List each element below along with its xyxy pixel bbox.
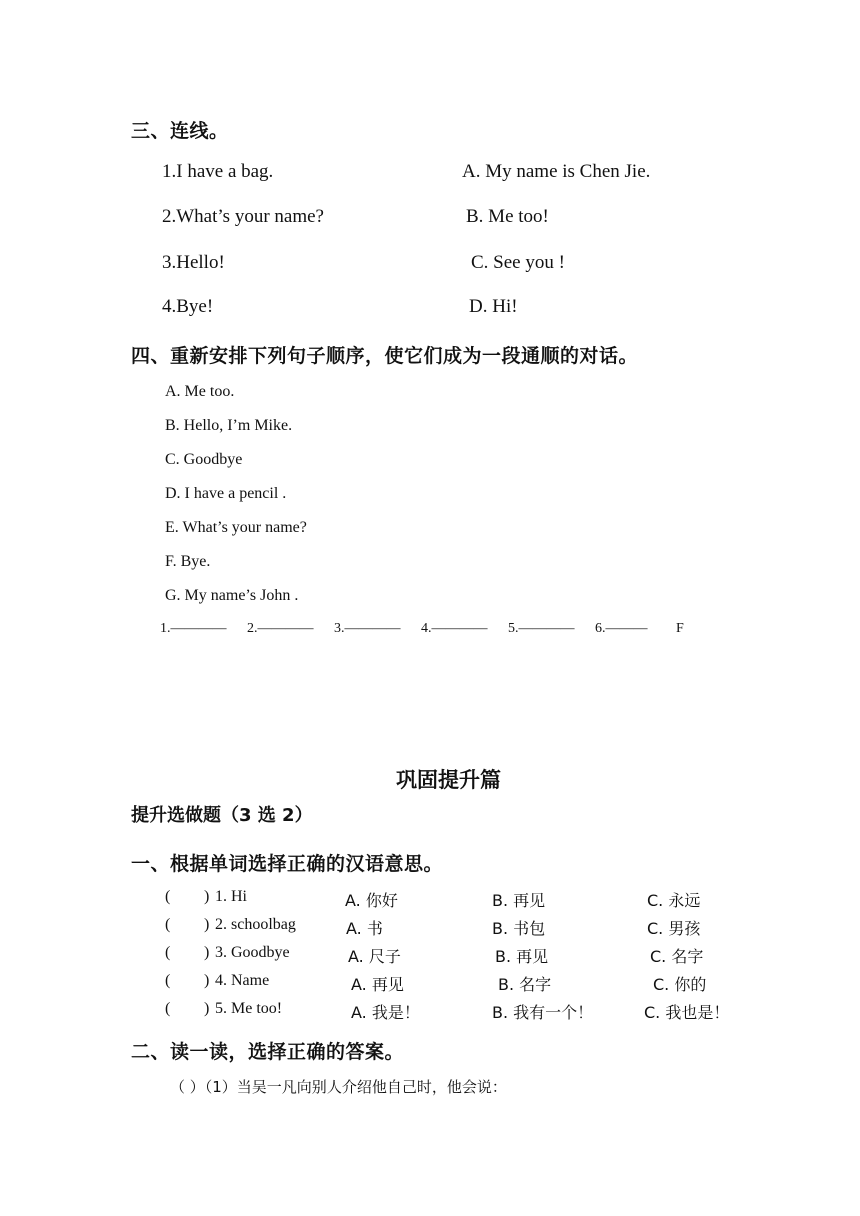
question-3-option-b: B. 再见 bbox=[495, 947, 549, 966]
question-1-option-b: B. 再见 bbox=[492, 891, 546, 910]
match-right-d: D. Hi! bbox=[469, 296, 518, 317]
answer-slot-1: 1.———— bbox=[160, 621, 227, 636]
answer-slot-4: 4.———— bbox=[421, 621, 488, 636]
question-2-option-c: C. 男孩 bbox=[647, 919, 701, 938]
match-left-3: 3.Hello! bbox=[162, 252, 225, 273]
question-4-stem: 4. Name bbox=[215, 972, 270, 989]
question-4-option-c: C. 你的 bbox=[653, 975, 707, 994]
order-sentence-e: E. What’s your name? bbox=[165, 519, 307, 536]
order-sentence-g: G. My name’s John . bbox=[165, 587, 299, 604]
consolidation-subtitle: 提升选做题（3 选 2） bbox=[131, 805, 313, 826]
question-1-close-paren: ) bbox=[204, 888, 210, 905]
question-2-stem: 2. schoolbag bbox=[215, 916, 296, 933]
question-4-open-paren: ( bbox=[165, 972, 171, 989]
question-5-option-a: A. 我是！ bbox=[351, 1003, 420, 1022]
answer-slot-6: 6.——— bbox=[595, 621, 648, 636]
question-4-option-b: B. 名字 bbox=[498, 975, 552, 994]
question-3-option-a: A. 尺子 bbox=[348, 947, 401, 966]
question-1-option-c: C. 永远 bbox=[647, 891, 701, 910]
match-left-4: 4.Bye! bbox=[162, 296, 214, 317]
match-right-c: C. See you ! bbox=[471, 252, 565, 273]
question-4-close-paren: ) bbox=[204, 972, 210, 989]
answer-slot-2: 2.———— bbox=[247, 621, 314, 636]
answer-slot-5: 5.———— bbox=[508, 621, 575, 636]
question-1-open-paren: ( bbox=[165, 888, 171, 905]
section-2-question-1: （ ）（1）当吴一凡向别人介绍他自己时，他会说： bbox=[170, 1078, 507, 1096]
section-3-heading: 三、连线。 bbox=[131, 120, 229, 142]
question-5-stem: 5. Me too! bbox=[215, 1000, 283, 1017]
question-2-option-b: B. 书包 bbox=[492, 919, 546, 938]
question-3-option-c: C. 名字 bbox=[650, 947, 704, 966]
question-2-open-paren: ( bbox=[165, 916, 171, 933]
question-5-open-paren: ( bbox=[165, 1000, 171, 1017]
question-2-close-paren: ) bbox=[204, 916, 210, 933]
question-4-option-a: A. 再见 bbox=[351, 975, 404, 994]
question-3-close-paren: ) bbox=[204, 944, 210, 961]
question-3-open-paren: ( bbox=[165, 944, 171, 961]
section-1-heading: 一、根据单词选择正确的汉语意思。 bbox=[131, 853, 444, 875]
order-sentence-b: B. Hello, I’m Mike. bbox=[165, 417, 293, 434]
question-2-option-a: A. 书 bbox=[346, 919, 383, 938]
question-5-option-b: B. 我有一个！ bbox=[492, 1003, 594, 1022]
match-right-b: B. Me too! bbox=[466, 206, 549, 227]
section-2-heading: 二、读一读，选择正确的答案。 bbox=[131, 1041, 405, 1063]
question-1-stem: 1. Hi bbox=[215, 888, 247, 905]
match-left-1: 1.I have a bag. bbox=[162, 161, 274, 182]
match-right-a: A. My name is Chen Jie. bbox=[462, 161, 651, 182]
answer-given-f: F bbox=[676, 621, 684, 636]
consolidation-title: 巩固提升篇 bbox=[396, 768, 501, 792]
order-sentence-a: A. Me too. bbox=[165, 383, 235, 400]
section-4-heading: 四、重新安排下列句子顺序，使它们成为一段通顺的对话。 bbox=[131, 345, 639, 367]
match-left-2: 2.What’s your name? bbox=[162, 206, 324, 227]
question-3-stem: 3. Goodbye bbox=[215, 944, 290, 961]
order-sentence-c: C. Goodbye bbox=[165, 451, 243, 468]
question-1-option-a: A. 你好 bbox=[345, 891, 398, 910]
order-sentence-d: D. I have a pencil . bbox=[165, 485, 287, 502]
question-5-option-c: C. 我也是！ bbox=[644, 1003, 730, 1022]
answer-slot-3: 3.———— bbox=[334, 621, 401, 636]
order-sentence-f: F. Bye. bbox=[165, 553, 211, 570]
question-5-close-paren: ) bbox=[204, 1000, 210, 1017]
